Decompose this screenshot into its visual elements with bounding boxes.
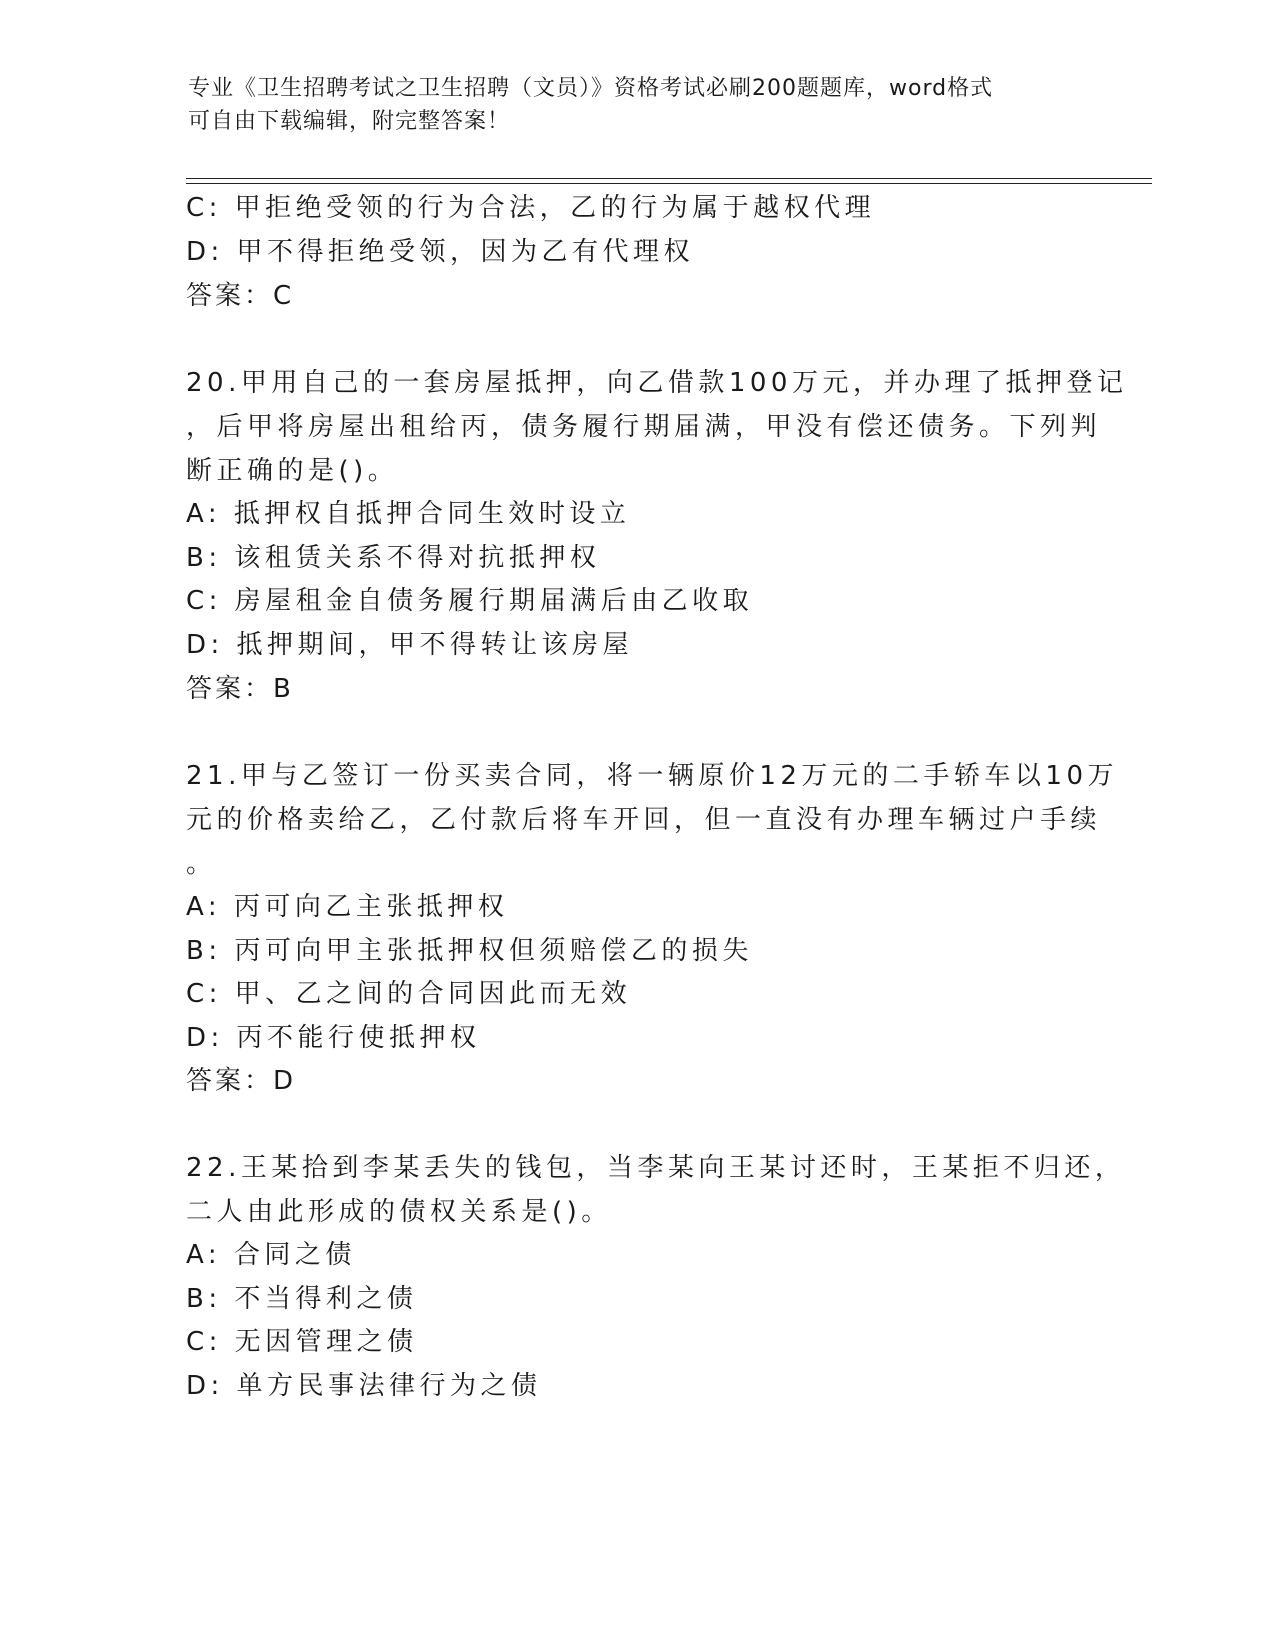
q21-stem-line-3: 。 [186,849,217,879]
q20-answer: 答案：B [186,674,294,704]
q22-stem-line-2: 二人由此形成的债权关系是()。 [186,1197,612,1227]
document-header [188,72,1068,138]
q21-option-a: A: 丙可向乙主张抵押权 [186,892,509,922]
q19-option-c: C: 甲拒绝受领的行为合法，乙的行为属于越权代理 [186,193,876,223]
header-divider-bottom [186,183,1152,184]
q21-stem-line-2: 元的价格卖给乙，乙付款后将车开回，但一直没有办理车辆过户手续 [186,805,1102,835]
header-divider-top [186,178,1152,179]
q22-option-b: B: 不当得利之债 [186,1284,418,1314]
header-line-2: 可自由下载编辑，附完整答案！ [188,109,511,134]
q20-option-d: D: 抵押期间，甲不得转让该房屋 [186,630,634,660]
q20-option-c: C: 房屋租金自债务履行期届满后由乙收取 [186,586,754,616]
q22-option-a: A: 合同之债 [186,1240,356,1270]
q19-answer: 答案：C [186,281,295,311]
q21-stem-line-1: 21.甲与乙签订一份买卖合同，将一辆原价12万元的二手轿车以10万 [186,761,1119,791]
q19-option-d: D: 甲不得拒绝受领，因为乙有代理权 [186,237,695,267]
q20-stem-line-3: 断正确的是()。 [186,456,399,486]
header-line-1: 专业《卫生招聘考试之卫生招聘（文员）》资格考试必刷200题题库，word格式 [188,76,994,101]
q21-answer: 答案：D [186,1066,297,1096]
q20-option-a: A: 抵押权自抵押合同生效时设立 [186,499,631,529]
q21-option-b: B: 丙可向甲主张抵押权但须赔偿乙的损失 [186,936,753,966]
q20-stem-line-1: 20.甲用自己的一套房屋抵押，向乙借款100万元，并办理了抵押登记 [186,368,1128,398]
q20-option-b: B: 该租赁关系不得对抗抵押权 [186,543,601,573]
q21-option-c: C: 甲、乙之间的合同因此而无效 [186,979,632,1009]
q22-option-c: C: 无因管理之债 [186,1327,418,1357]
q20-stem-line-2: ，后甲将房屋出租给丙，债务履行期届满，甲没有偿还债务。下列判 [186,412,1102,442]
q21-option-d: D: 丙不能行使抵押权 [186,1023,481,1053]
q22-option-d: D: 单方民事法律行为之债 [186,1371,542,1401]
q22-stem-line-1: 22.王某拾到李某丢失的钱包，当李某向王某讨还时，王某拒不归还， [186,1153,1126,1183]
